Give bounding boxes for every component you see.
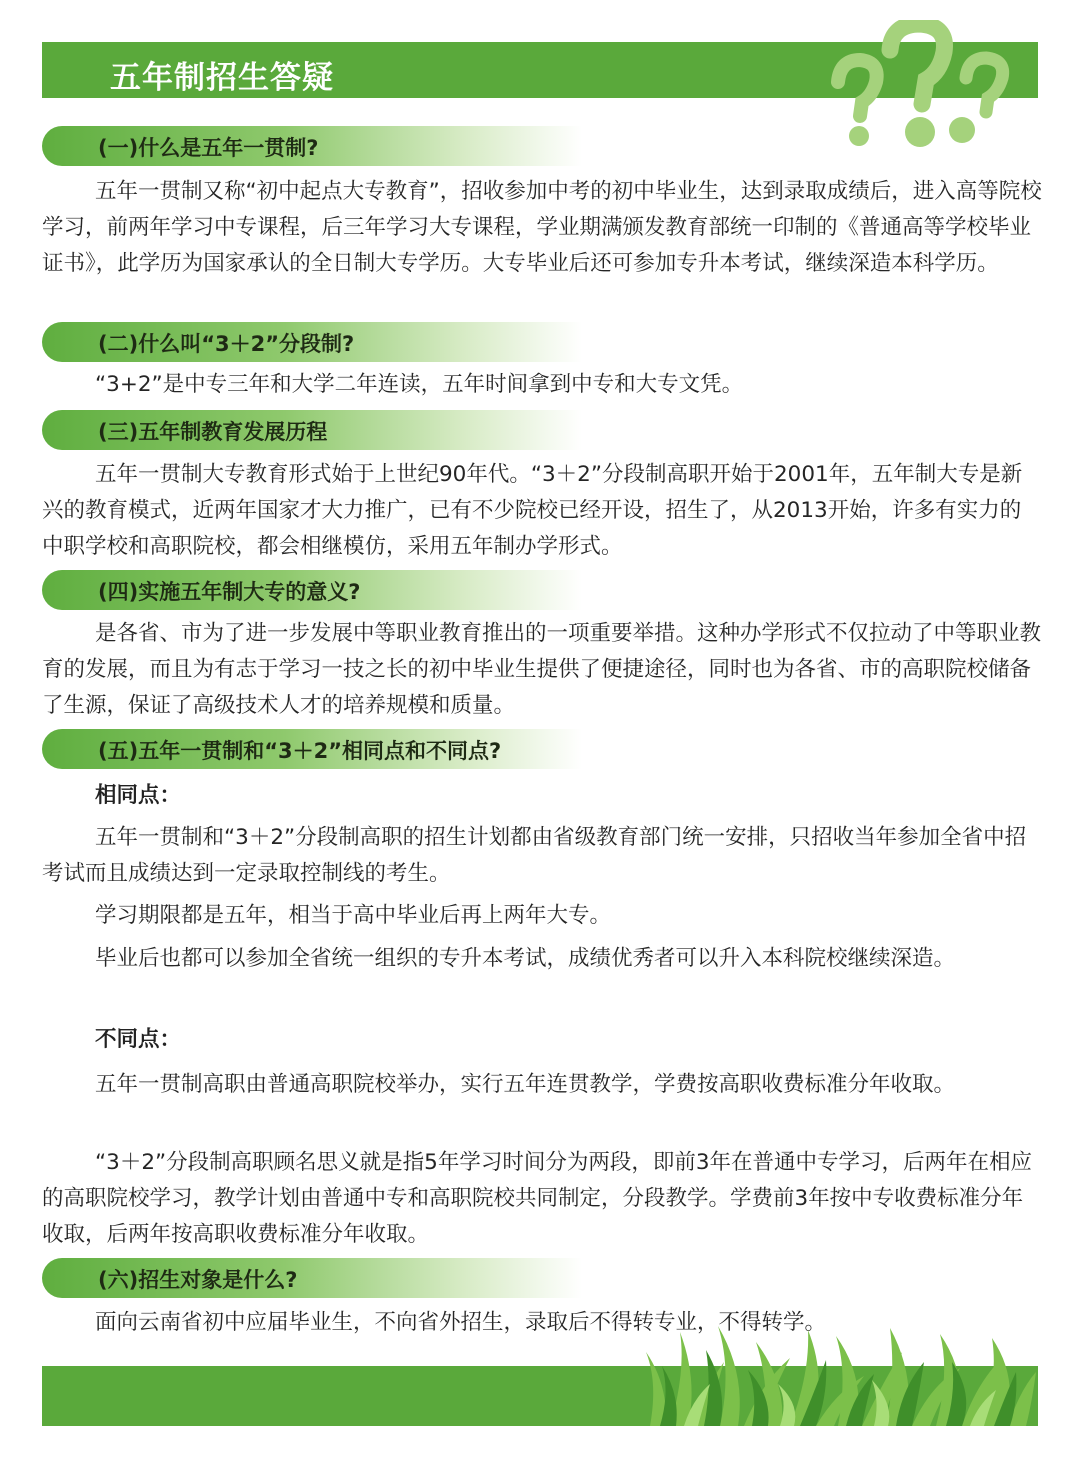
different-points-label: 不同点： xyxy=(95,1027,182,1052)
section-heading-2 xyxy=(42,322,582,362)
section-heading-3 xyxy=(42,410,582,450)
section-heading-1-text: (一)什么是五年一贯制? xyxy=(98,136,319,160)
paragraph-same-3: 毕业后也都可以参加全省统一组织的专升本考试，成绩优秀者可以升入本科院校继续深造。 xyxy=(95,946,956,971)
paragraph-same-1: 五年一贯制和“3＋2”分段制高职的招生计划都由省级教育部门统一安排，只招收当年参加全省中招考试而且成绩达到一定录取控制线的考生。 xyxy=(42,825,1027,886)
paragraph-five-year-definition: 五年一贯制又称“初中起点大专教育”，招收参加中考的初中毕业生，达到录取成绩后，进入高等院校学习，前两年学习中专课程，后三年学习大专课程，学业期满颁发教育部统一印制的《普通高等学校毕业证书》，此学历为国家承认的全日制大专学历。大专毕业后还可参加专升本考试，继续深造本科学历。 xyxy=(42,179,1042,276)
grass-icon xyxy=(640,1322,1038,1426)
paragraph-same-2: 学习期限都是五年，相当于高中毕业后再上两年大专。 xyxy=(95,903,612,928)
paragraph-3plus2-definition: “3+2”是中专三年和大学二年连读，五年时间拿到中专和大专文凭。 xyxy=(95,372,744,397)
section-heading-1 xyxy=(42,126,582,166)
paragraph-history: 五年一贯制大专教育形式始于上世纪90年代。“3＋2”分段制高职开始于2001年，五年制大专是新兴的教育模式，近两年国家才大力推广，已有不少院校已经开设，招生了，从2013开始，许多有实力的中职学校和高职院校，都会相继模仿，采用五年制办学形式。 xyxy=(42,462,1023,559)
section-heading-3-text: (三)五年制教育发展历程 xyxy=(98,420,328,444)
same-points-label: 相同点： xyxy=(95,783,182,808)
paragraph-diff-1: 五年一贯制高职由普通高职院校举办，实行五年连贯教学，学费按高职收费标准分年收取。 xyxy=(95,1072,956,1097)
section-heading-6-text: (六)招生对象是什么? xyxy=(98,1268,298,1292)
section-heading-5-text: (五)五年一贯制和“3＋2”相同点和不同点? xyxy=(98,739,502,763)
paragraph-enrollment-target: 面向云南省初中应届毕业生，不向省外招生，录取后不得转专业，不得转学。 xyxy=(95,1310,827,1335)
section-heading-6 xyxy=(42,1258,582,1298)
paragraph-diff-2: “3＋2”分段制高职顾名思义就是指5年学习时间分为两段，即前3年在普通中专学习，后两年在相应的高职院校学习，教学计划由普通中专和高职院校共同制定，分段教学。学费前3年按中专收费标准分年收取，后两年按高职收费标准分年收取。 xyxy=(42,1150,1032,1247)
question-marks-icon xyxy=(826,20,1040,160)
paragraph-significance: 是各省、市为了进一步发展中等职业教育推出的一项重要举措。这种办学形式不仅拉动了中等职业教育的发展，而且为有志于学习一技之长的初中毕业生提供了便捷途径，同时也为各省、市的高职院校储备了生源，保证了高级技术人才的培养规模和质量。 xyxy=(42,621,1042,718)
section-heading-5 xyxy=(42,729,582,769)
section-heading-4-text: (四)实施五年制大专的意义? xyxy=(98,580,361,604)
section-heading-4 xyxy=(42,570,582,610)
section-heading-2-text: (二)什么叫“3＋2”分段制? xyxy=(98,332,355,356)
page-title: 五年制招生答疑 xyxy=(110,60,334,96)
